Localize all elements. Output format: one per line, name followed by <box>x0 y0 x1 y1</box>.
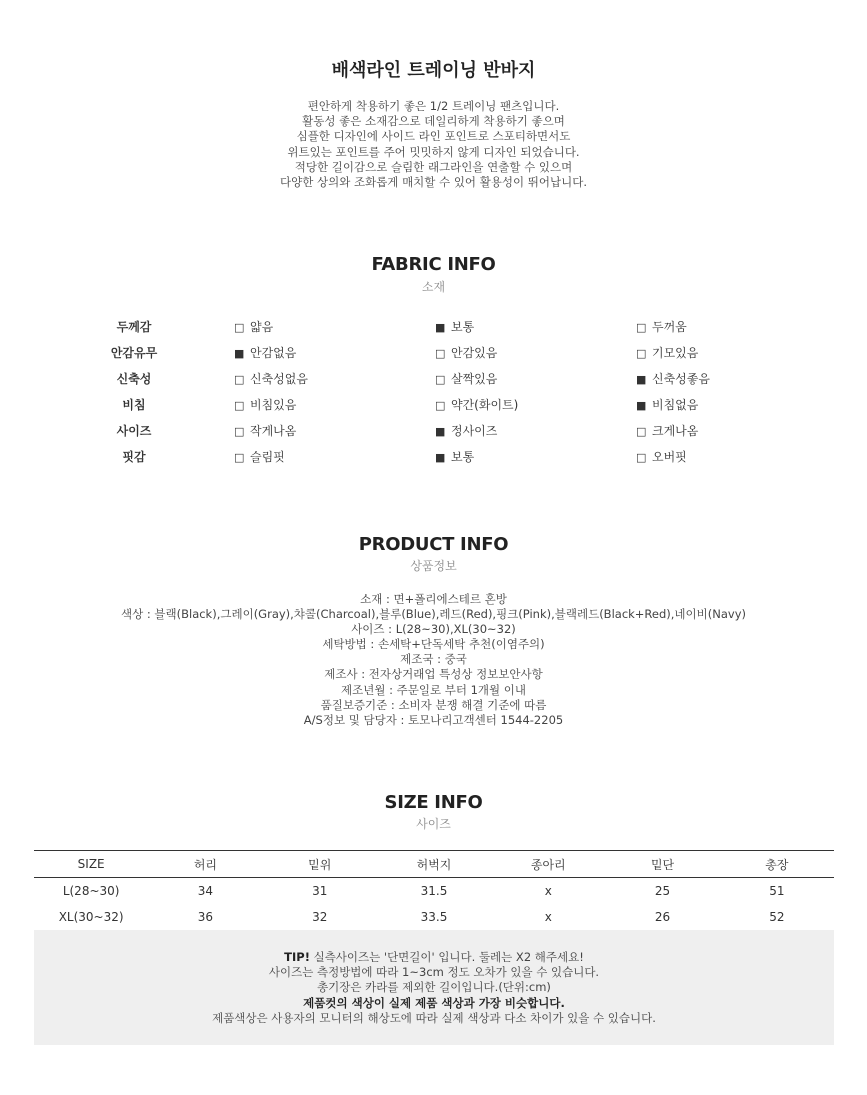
intro-line: 편안하게 착용하기 좋은 1/2 트레이닝 팬츠입니다. <box>307 99 560 113</box>
fabric-row-label: 핏감 <box>122 450 146 464</box>
fabric-row-label: 비침 <box>122 398 146 412</box>
checkbox-icon: ■ <box>636 399 647 412</box>
fabric-option-label: 보통 <box>451 320 475 334</box>
fabric-option-label: 오버핏 <box>652 450 687 464</box>
checkbox-icon: □ <box>435 373 446 386</box>
fabric-option <box>435 396 518 413</box>
checkbox-icon: □ <box>435 347 446 360</box>
fabric-option-label: 두꺼움 <box>652 320 687 334</box>
table-row <box>34 904 834 930</box>
table-cell: 51 <box>769 884 785 898</box>
fabric-option <box>234 370 308 387</box>
fabric-row-label: 두께감 <box>116 320 152 334</box>
table-cell: L(28~30) <box>62 884 120 898</box>
intro-line: 다양한 상의와 조화롭게 매치할 수 있어 활용성이 뛰어납니다. <box>280 175 587 190</box>
size-table <box>34 850 834 930</box>
fabric-option <box>435 422 497 439</box>
product-info-title: PRODUCT INFO <box>358 534 509 555</box>
checkbox-icon: □ <box>234 451 245 464</box>
size-column-header: SIZE <box>34 851 148 878</box>
tip-emphasis-text: 제품컷의 색상이 실제 제품 색상과 가장 비슷합니다. <box>303 995 565 1010</box>
product-title: 배색라인 트레이닝 반바지 <box>331 60 536 81</box>
table-cell: 26 <box>654 910 671 924</box>
fabric-option-label: 신축성없음 <box>250 372 308 386</box>
fabric-option-label: 정사이즈 <box>451 424 498 438</box>
fabric-row <box>0 446 867 472</box>
tip-line: 제품색상은 사용자의 모니터의 해상도에 따라 실제 색상과 다소 차이가 있을 수 있습니다. <box>212 1010 656 1025</box>
product-info-subtitle: 상품정보 <box>410 559 457 573</box>
fabric-option <box>636 396 698 413</box>
table-cell: x <box>544 884 552 898</box>
fabric-option-label: 보통 <box>451 450 475 464</box>
size-column-header: 허리 <box>148 851 262 878</box>
checkbox-icon: □ <box>234 373 245 386</box>
fabric-option-label: 살짝있음 <box>451 372 498 386</box>
size-tip-box <box>34 930 834 1045</box>
checkbox-icon: ■ <box>636 373 647 386</box>
fabric-option <box>435 318 474 335</box>
fabric-info-subtitle: 소재 <box>421 280 446 294</box>
fabric-option <box>234 422 296 439</box>
fabric-option <box>636 370 710 387</box>
table-cell: 33.5 <box>420 910 448 924</box>
checkbox-icon: ■ <box>435 425 446 438</box>
fabric-option-label: 얇음 <box>250 320 274 334</box>
intro-line: 적당한 길이감으로 슬림한 래그라인을 연출할 수 있으며 <box>294 159 573 174</box>
product-info-line: A/S정보 및 담당자 : 토모나리고객센터 1544-2205 <box>303 712 564 727</box>
fabric-option-label: 약간(화이트) <box>451 398 519 412</box>
fabric-option <box>234 318 273 335</box>
product-info-line: 품질보증기준 : 소비자 분쟁 해결 기준에 따름 <box>320 697 547 712</box>
table-cell: 25 <box>654 884 671 898</box>
table-row <box>34 878 834 905</box>
table-cell: 36 <box>197 910 214 924</box>
fabric-option-label: 안감없음 <box>250 346 297 360</box>
product-info-line: 세탁방법 : 손세탁+단독세탁 추천(이염주의) <box>322 637 545 652</box>
fabric-row <box>0 394 867 420</box>
size-column-header: 허벅지 <box>377 851 491 878</box>
table-cell: 31 <box>312 884 328 898</box>
intro-line: 위트있는 포인트를 주어 밋밋하지 않게 디자인 되었습니다. <box>287 144 580 159</box>
checkbox-icon: ■ <box>435 321 446 334</box>
table-cell: XL(30~32) <box>58 910 124 924</box>
checkbox-icon: □ <box>636 425 647 438</box>
checkbox-icon: ■ <box>435 451 446 464</box>
fabric-option <box>435 448 474 465</box>
fabric-option-label: 슬림핏 <box>250 450 285 464</box>
fabric-option-label: 기모있음 <box>652 346 699 360</box>
tip-label: TIP! <box>284 950 310 964</box>
table-cell: 31.5 <box>420 884 448 898</box>
fabric-option <box>636 448 687 465</box>
fabric-option-label: 안감있음 <box>451 346 498 360</box>
fabric-row <box>0 316 867 342</box>
product-info-line: 사이즈 : L(28~30),XL(30~32) <box>351 622 516 637</box>
tip-line: 총기장은 카라를 제외한 길이입니다.(단위:cm) <box>317 980 551 995</box>
checkbox-icon: □ <box>636 321 647 334</box>
fabric-option-label: 신축성좋음 <box>652 372 710 386</box>
tip-text: 실측사이즈는 '단면길이' 입니다. 둘레는 X2 해주세요! <box>309 950 584 964</box>
fabric-option <box>636 318 687 335</box>
product-info-list <box>0 592 867 728</box>
fabric-row <box>0 368 867 394</box>
fabric-option-label: 비침없음 <box>652 398 699 412</box>
tip-line <box>34 950 834 965</box>
size-info-subtitle: 사이즈 <box>416 817 451 831</box>
product-info-line: 제조년월 : 주문일로 부터 1개월 이내 <box>341 682 526 697</box>
fabric-row <box>0 420 867 446</box>
fabric-option <box>234 396 296 413</box>
fabric-option <box>636 344 698 361</box>
table-cell: 52 <box>769 910 785 924</box>
fabric-row-label: 신축성 <box>116 372 152 386</box>
product-info-line: 제조국 : 중국 <box>400 652 467 667</box>
product-info-line: 소재 : 면+폴리에스테르 혼방 <box>360 592 507 606</box>
fabric-row-label: 안감유무 <box>110 346 158 360</box>
size-column-header: 밑위 <box>263 851 377 878</box>
fabric-option-label: 비침있음 <box>250 398 297 412</box>
intro-line: 심플한 디자인에 사이드 라인 포인트로 스포티하면서도 <box>296 129 571 144</box>
fabric-option <box>435 344 497 361</box>
fabric-option <box>234 448 285 465</box>
size-column-header: 밑단 <box>605 851 719 878</box>
tip-line: 사이즈는 측정방법에 따라 1~3cm 정도 오차가 있을 수 있습니다. <box>268 965 600 980</box>
checkbox-icon: ■ <box>234 347 245 360</box>
size-column-header: 종아리 <box>491 851 605 878</box>
table-cell: 32 <box>312 910 328 924</box>
fabric-info-title: FABRIC INFO <box>371 254 496 275</box>
fabric-option <box>636 422 698 439</box>
fabric-table <box>0 316 867 472</box>
checkbox-icon: □ <box>234 321 245 334</box>
intro-line: 활동성 좋은 소재감으로 데일리하게 착용하기 좋으며 <box>302 114 565 129</box>
checkbox-icon: □ <box>636 347 647 360</box>
fabric-option <box>435 370 497 387</box>
size-table-header-row <box>34 851 834 878</box>
intro-description <box>0 99 867 190</box>
size-info-title: SIZE INFO <box>384 792 483 813</box>
checkbox-icon: □ <box>234 399 245 412</box>
fabric-row <box>0 342 867 368</box>
fabric-option-label: 작게나옴 <box>250 424 297 438</box>
product-info-line: 색상 : 블랙(Black),그레이(Gray),챠콜(Charcoal),블루(Blue),레드(Red),핑크(Pink),블랙레드(Black+Red),네이비(Navy) <box>121 607 746 622</box>
table-cell: x <box>544 910 552 924</box>
product-info-line: 제조사 : 전자상거래업 특성상 정보보안사항 <box>324 667 543 682</box>
checkbox-icon: □ <box>636 451 647 464</box>
table-cell: 34 <box>197 884 214 898</box>
checkbox-icon: □ <box>234 425 245 438</box>
tip-line-emphasis <box>34 996 834 1011</box>
fabric-row-label: 사이즈 <box>116 424 152 438</box>
size-column-header: 총장 <box>720 851 834 878</box>
checkbox-icon: □ <box>435 399 446 412</box>
fabric-option <box>234 344 296 361</box>
fabric-option-label: 크게나옴 <box>652 424 699 438</box>
